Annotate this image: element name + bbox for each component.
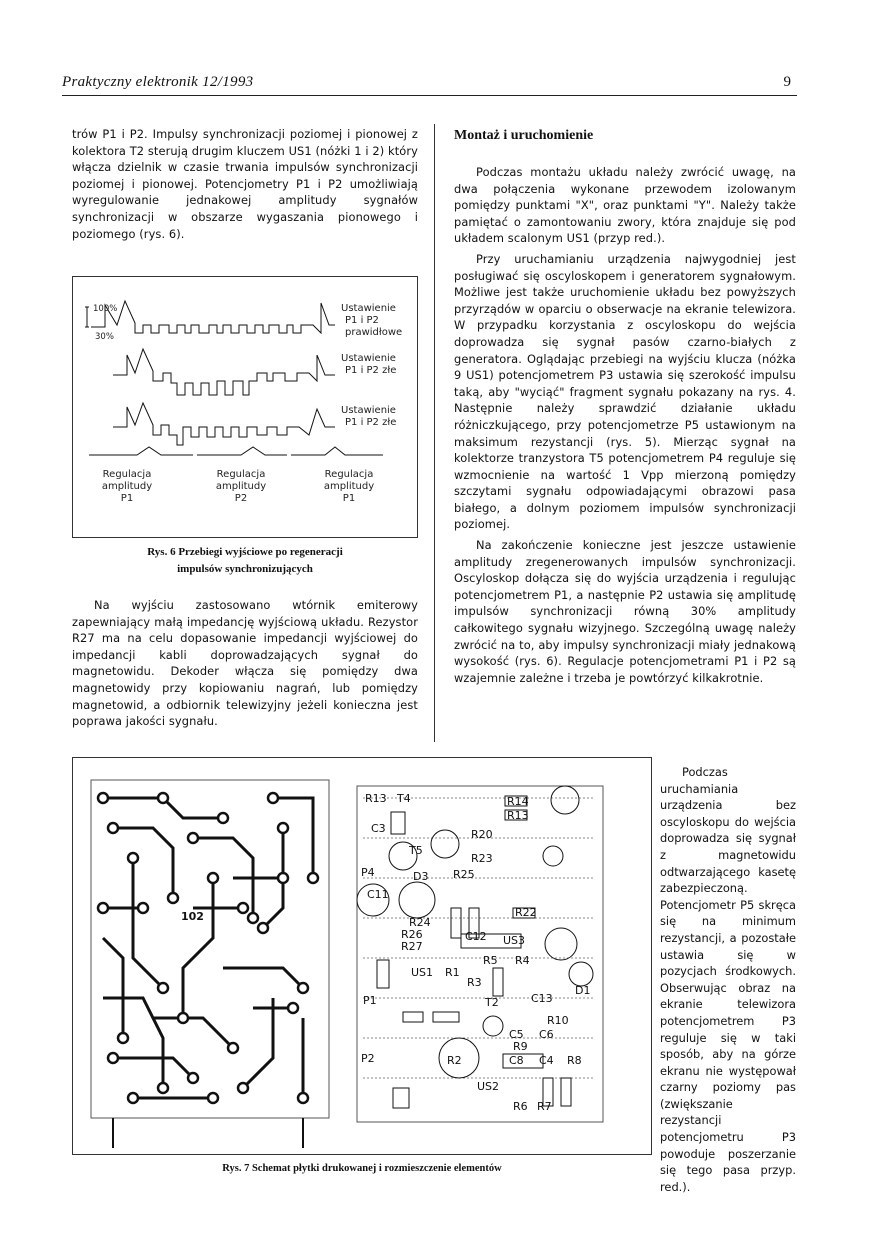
comp-label-p4: P4 xyxy=(361,866,375,879)
side-paragraph: Podczas uruchamiania urządzenia bez oscyloskopu do wejścia doprowadza się sygnał z magnetowidu odtwarzającego kasetę zabezpieczoną. Potencjometr P5 skręca się na minimum rezystancji, a pozostałe ustawia się w pozycjach środkowych. Obserwując obraz na ekranie telewizora potencjometrem P3 reguluje się w taki sposób, aby na górze ekranu nie występował czarny poziomy pas (zwiększanie rezystancji potencjometru P3 powoduje poszerzanie się tego pasa przyp. red.). xyxy=(660,765,796,1194)
comp-label-r13: R13 xyxy=(365,792,387,805)
comp-label-c13: C13 xyxy=(531,992,553,1005)
left-paragraph-1: trów P1 i P2. Impulsy synchronizacji poziomej i pionowej z kolektora T2 sterują drugim kluczem US1 (nóżki 1 i 2) który włącza dzielnik w czasie trwania impulsów synchronizacji poziomej i pionowej. Potencjometry P1 i P2 umożliwiają wyregulowanie jednakowej amplitudy sygnałów synchronizacji w obszarze wygaszania pionowego i poziomego (rys. 6). xyxy=(72,127,418,241)
waveform-trace-2 xyxy=(113,349,335,395)
regulation-2-line2: amplitudy xyxy=(215,481,267,492)
figure-6 xyxy=(72,276,418,538)
right-paragraph-3: Na zakończenie konieczne jest jeszcze ustawienie amplitudy zregenerowanych impulsów synchronizacji. Oscyloskop dołącza się do wyjścia urządzenia i regulując potencjometrem P1, a następnie P2 ustawia się amplitudę impulsów synchronizacji równą 30% amplitudy całkowitego sygnału wizyjnego. Szczególną uwagę należy zwrócić na to, aby impulsy synchronizacji miały jednakową wysokość (rys. 6). Regulacje potencjometrami P1 i P2 są wzajemnie zależne i trzeba je powtórzyć kilkakrotnie. xyxy=(454,538,796,685)
comp-label-r25: R25 xyxy=(453,868,475,881)
comp-label-c4: C4 xyxy=(539,1054,554,1067)
trace-2-label-line2: P1 i P2 złe xyxy=(345,365,397,376)
comp-label-t5: T5 xyxy=(409,844,423,857)
comp-label-us2: US2 xyxy=(477,1080,500,1093)
comp-label-t2: T2 xyxy=(485,996,499,1009)
label-100-percent: 100% xyxy=(93,304,118,314)
comp-label-r8: R8 xyxy=(567,1054,582,1067)
regulation-2-line1: Regulacja xyxy=(216,469,266,480)
component-labels xyxy=(361,792,590,1113)
comp-label-c8: C8 xyxy=(509,1054,524,1067)
regulation-1-line1: Regulacja xyxy=(102,469,152,480)
comp-label-us1: US1 xyxy=(411,966,434,979)
side-column xyxy=(660,764,796,1195)
page-number: 9 xyxy=(783,74,791,90)
regulation-2-line3: P2 xyxy=(234,493,248,504)
comp-label-r14: R14 xyxy=(507,795,529,808)
comp-label-r4: R4 xyxy=(515,954,530,967)
comp-label-t4: T4 xyxy=(397,792,411,805)
regulation-3-line2: amplitudy xyxy=(323,481,375,492)
trace-1-label-line3: prawidłowe xyxy=(345,327,403,338)
level-marker-100 xyxy=(85,307,89,327)
regulation-bracket-1 xyxy=(89,447,193,455)
trace-3-label-line2: P1 i P2 złe xyxy=(345,417,397,428)
comp-label-d1: D1 xyxy=(575,984,591,997)
trace-2-label-line1: Ustawienie xyxy=(341,353,396,364)
section-heading: Montaż i uruchomienie xyxy=(454,128,594,143)
right-column xyxy=(454,164,796,690)
comp-label-c11: C11 xyxy=(367,888,389,901)
regulation-3-line1: Regulacja xyxy=(324,469,374,480)
left-column-bottom xyxy=(72,597,418,734)
comp-label-d3: D3 xyxy=(413,870,429,883)
comp-label-p1: P1 xyxy=(363,994,377,1007)
comp-label-p2: P2 xyxy=(361,1052,375,1065)
comp-label-r2: R2 xyxy=(447,1054,462,1067)
comp-label-r24: R24 xyxy=(409,916,431,929)
comp-label-us3: US3 xyxy=(503,934,526,947)
comp-label-c6: C6 xyxy=(539,1028,554,1041)
comp-label-r5: R5 xyxy=(483,954,498,967)
regulation-1-line3: P1 xyxy=(120,493,134,504)
comp-label-r27: R27 xyxy=(401,940,423,953)
figure-6-caption-line2: impulsów synchronizujących xyxy=(177,563,313,575)
label-30-percent: 30% xyxy=(95,332,114,342)
waveform-trace-3 xyxy=(113,403,335,445)
figure-7-caption: Rys. 7 Schemat płytki drukowanej i rozmieszczenie elementów xyxy=(222,1163,502,1174)
running-header xyxy=(62,72,797,96)
pcb-number-label: 102 xyxy=(181,910,204,923)
waveform-trace-1 xyxy=(91,301,335,333)
running-title: Praktyczny elektronik 12/1993 xyxy=(62,74,254,90)
right-paragraph-1: Podczas montażu układu należy zwrócić uwagę, na dwa połączenia wykonane przewodem izolowanym pomiędzy punktami "X", oraz punktami "Y". Należy także pamiętać o zamontowaniu zwory, która znajduje się pod układem scalonym US1 (przyp red.). xyxy=(454,165,796,246)
comp-label-c5: C5 xyxy=(509,1028,524,1041)
comp-label-c12: C12 xyxy=(465,930,487,943)
left-paragraph-2: Na wyjściu zastosowano wtórnik emiterowy zapewniający małą impedancję wyjściową układu. Rezystor R27 ma na celu dopasowanie impedancji wyjściowej do impedancji kabli doprowadzających sygnał do magnetowidu. Dekoder włącza się pomiędzy dwa magnetowidy przy kopiowaniu nagrań, lub pomiędzy magnetowid, a odbiornik telewizyjny jeżeli konieczna jest poprawa jakości sygnału. xyxy=(72,598,418,729)
regulation-3-line3: P1 xyxy=(342,493,356,504)
figure-6-caption-line1: Rys. 6 Przebiegi wyjściowe po regeneracji xyxy=(147,546,343,558)
comp-label-r10: R10 xyxy=(547,1014,569,1027)
figure-7 xyxy=(72,757,652,1155)
comp-label-r9: R9 xyxy=(513,1040,528,1053)
trace-1-label-line2: P1 i P2 xyxy=(345,315,379,326)
figure-6-caption xyxy=(72,544,418,578)
regulation-bracket-2 xyxy=(197,447,287,455)
comp-label-r23: R23 xyxy=(471,852,493,865)
regulation-bracket-3 xyxy=(291,447,383,455)
waveform-diagram xyxy=(73,277,419,539)
comp-label-r3: R3 xyxy=(467,976,482,989)
comp-label-r20: R20 xyxy=(471,828,493,841)
comp-label-r26: R26 xyxy=(401,928,423,941)
comp-label-r13b: R13 xyxy=(507,809,529,822)
comp-label-c3: C3 xyxy=(371,822,386,835)
trace-1-label-line1: Ustawienie xyxy=(341,303,396,314)
comp-label-r7: R7 xyxy=(537,1100,552,1113)
comp-label-r22: R22 xyxy=(515,906,537,919)
comp-label-r1: R1 xyxy=(445,966,460,979)
left-column-top xyxy=(72,126,418,246)
comp-label-r6: R6 xyxy=(513,1100,528,1113)
column-divider xyxy=(434,124,435,742)
right-paragraph-2: Przy uruchamianiu urządzenia najwygodniej jest posługiwać się oscyloskopem i generatorem sygnałowym. Możliwe jest także uruchomienie układu bez powyższych przyrządów w oparciu o obserwacje na ekranie telewizora. W przypadku korzystania z oscyloskopu do wejścia doprowadza się sygnał pasów czarno-białych z generatora. Oglądając przebiegi na wyjściu klucza (nóżka 9 US1) potencjometrem P3 ustawia się szerokość impulsu taką, aby "wyciąć" fragment sygnału pokazany na rys. 4. Następnie należy sprawdzić działanie układu różniczkującego, przy potencjometrze P5 ustawionym na maksimum rezystancji (rys. 5). Mierząc sygnał na kolektorze tranzystora T5 potencjometrem P4 reguluje się wzmocnienie na wartość 1 Vpp mierzoną pomiędzy szczytami sygnału odpowiadającymi obrazowi pasa białego, a dolnym poziomem impulsów synchronizacji poziomej. xyxy=(454,251,796,532)
pcb-drawings xyxy=(73,758,653,1156)
trace-3-label-line1: Ustawienie xyxy=(341,405,396,416)
regulation-1-line2: amplitudy xyxy=(101,481,153,492)
